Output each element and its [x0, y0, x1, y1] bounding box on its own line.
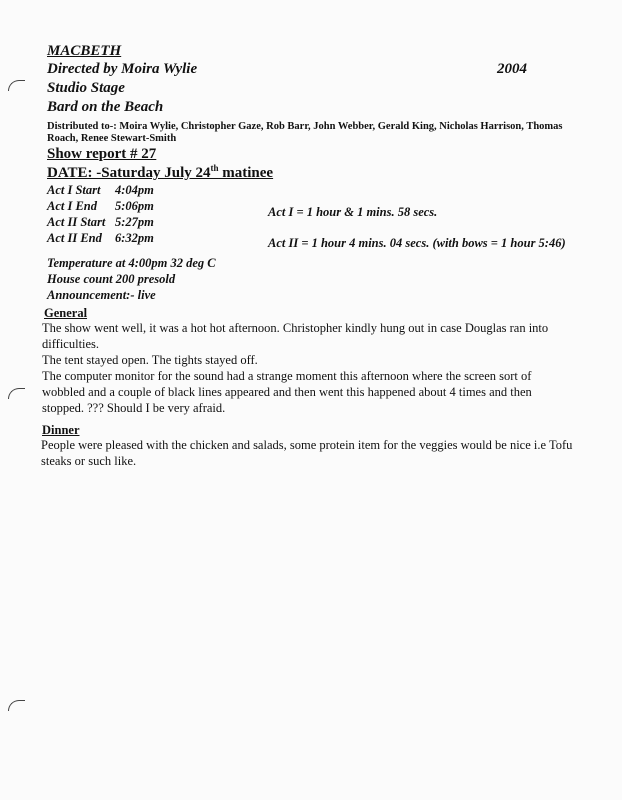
time-label: Act II Start	[47, 215, 106, 229]
date-suffix: th	[210, 163, 219, 173]
note-line: People were pleased with the chicken and salads, some protein item for the veggies would be nice i.e Tofu	[41, 438, 573, 452]
note-line: wobbled and a couple of black lines appeared and then went this happened about 4 times and then	[42, 385, 532, 399]
note-line: difficulties.	[42, 337, 100, 351]
distribution-list	[47, 121, 563, 145]
time-value: 5:27pm	[115, 215, 154, 229]
year: 2004	[497, 61, 527, 77]
hole-punch-mark	[8, 388, 25, 399]
time-row	[47, 182, 154, 198]
temperature: Temperature at 4:00pm 32 deg C	[47, 256, 216, 270]
play-title: MACBETH	[47, 43, 122, 59]
distribution-line: Roach, Renee Stewart-Smith	[47, 133, 177, 144]
announcement: Announcement:- live	[47, 288, 156, 302]
time-label: Act II End	[47, 231, 102, 245]
note-line: steaks or such like.	[41, 454, 137, 468]
report-date	[47, 163, 273, 182]
dinner-heading: Dinner	[42, 423, 80, 437]
house-count: House count 200 presold	[47, 272, 176, 286]
time-value: 5:06pm	[115, 199, 154, 213]
general-heading: General	[44, 306, 88, 320]
note-line: The computer monitor for the sound had a strange moment this afternoon where the screen sort of	[42, 369, 532, 383]
date-matinee: matinee	[218, 165, 274, 181]
distribution-line: Distributed to-: Moira Wylie, Christopher Gaze, Rob Barr, John Webber, Gerald King, Nicholas Harrison, Thomas	[47, 121, 563, 132]
act1-duration: Act I = 1 hour & 1 mins. 58 secs.	[268, 205, 438, 219]
general-notes	[42, 320, 548, 416]
time-value: 4:04pm	[115, 183, 154, 197]
note-line: stopped. ??? Should I be very afraid.	[42, 401, 226, 415]
stage: Studio Stage	[47, 80, 125, 96]
dinner-notes	[41, 437, 572, 469]
company: Bard on the Beach	[47, 99, 164, 115]
date-text: DATE: -Saturday July 24	[47, 165, 211, 181]
time-value: 6:32pm	[115, 231, 154, 245]
act2-duration: Act II = 1 hour 4 mins. 04 secs. (with bows = 1 hour 5:46)	[268, 236, 566, 250]
hole-punch-mark	[8, 80, 25, 91]
time-row	[47, 198, 154, 214]
show-report-number: Show report # 27	[47, 146, 157, 162]
conditions	[47, 255, 216, 303]
note-line: The show went well, it was a hot hot afternoon. Christopher kindly hung out in case Douglas ran into	[42, 321, 549, 335]
time-row	[47, 214, 154, 230]
time-label: Act I End	[47, 199, 98, 213]
director: Directed by Moira Wylie	[47, 61, 198, 77]
time-label: Act I Start	[47, 183, 101, 197]
note-line: The tent stayed open. The tights stayed off.	[42, 353, 258, 367]
hole-punch-mark	[8, 700, 25, 711]
act-times	[47, 182, 154, 246]
time-row	[47, 230, 154, 246]
